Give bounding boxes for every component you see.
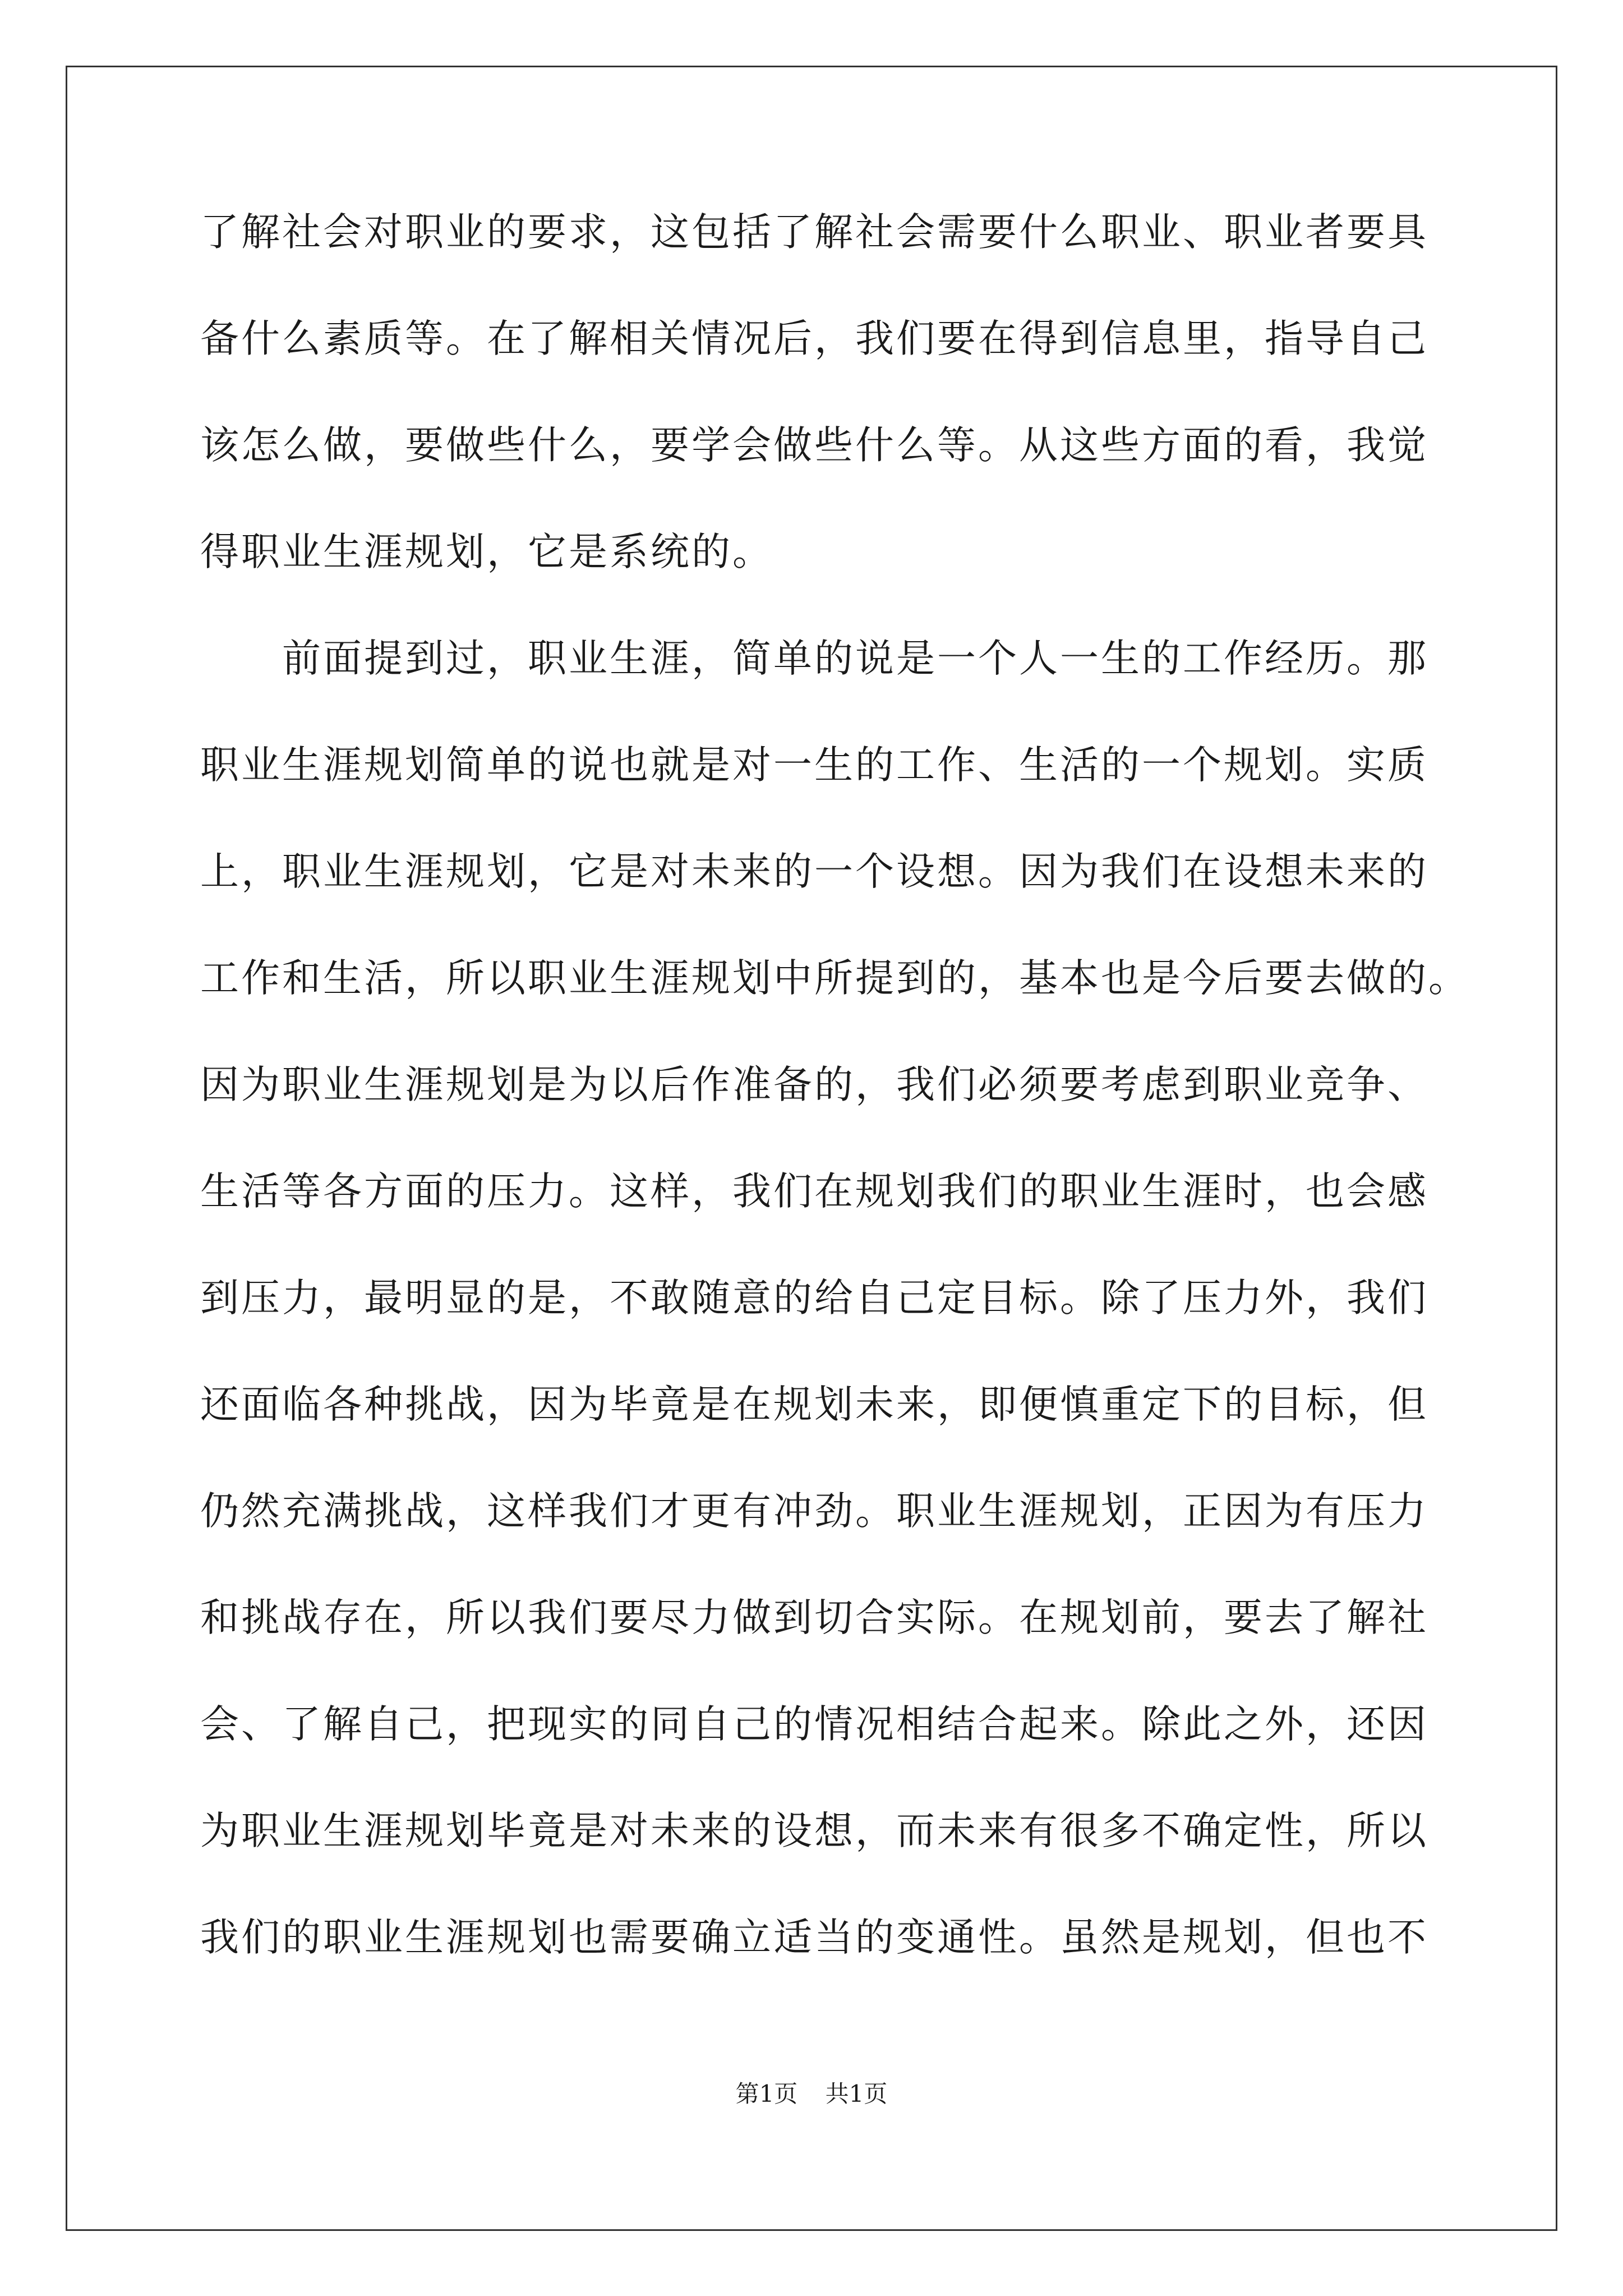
page-total: 共1页 — [825, 2080, 888, 2108]
text-line: 该怎么做，要做些什么，要学会做些什么等。从这些方面的看，我觉 — [200, 423, 1428, 468]
text-line: 工作和生活，所以职业生涯规划中所提到的，基本也是今后要去做的。 — [200, 956, 1469, 1001]
text-line: 备什么素质等。在了解相关情况后，我们要在得到信息里，指导自己 — [200, 316, 1428, 361]
text-line: 我们的职业生涯规划也需要确立适当的变通性。虽然是规划，但也不 — [200, 1915, 1428, 1960]
page-number: 第1页 — [735, 2080, 798, 2108]
text-line: 仍然充满挑战，这样我们才更有冲劲。职业生涯规划，正因为有压力 — [200, 1489, 1428, 1534]
page-footer — [0, 2076, 1623, 2109]
text-line: 会、了解自己，把现实的同自己的情况相结合起来。除此之外，还因 — [200, 1702, 1428, 1747]
text-line: 和挑战存在，所以我们要尽力做到切合实际。在规划前，要去了解社 — [200, 1595, 1428, 1640]
text-line: 前面提到过，职业生涯，简单的说是一个人一生的工作经历。那 — [200, 636, 1428, 681]
text-line: 因为职业生涯规划是为以后作准备的，我们必须要考虑到职业竞争、 — [200, 1062, 1428, 1107]
text-line: 职业生涯规划简单的说也就是对一生的工作、生活的一个规划。实质 — [200, 743, 1428, 788]
text-line: 了解社会对职业的要求，这包括了解社会需要什么职业、职业者要具 — [200, 210, 1428, 255]
document-body — [200, 210, 1469, 2025]
text-line: 得职业生涯规划，它是系统的。 — [200, 530, 773, 574]
text-line: 到压力，最明显的是，不敢随意的给自己定目标。除了压力外，我们 — [200, 1276, 1428, 1320]
text-line: 上，职业生涯规划，它是对未来的一个设想。因为我们在设想未来的 — [200, 849, 1428, 894]
text-line: 为职业生涯规划毕竟是对未来的设想，而未来有很多不确定性，所以 — [200, 1809, 1428, 1853]
text-line: 生活等各方面的压力。这样，我们在规划我们的职业生涯时，也会感 — [200, 1169, 1428, 1214]
text-line: 还面临各种挑战，因为毕竟是在规划未来，即便慎重定下的目标，但 — [200, 1382, 1428, 1427]
